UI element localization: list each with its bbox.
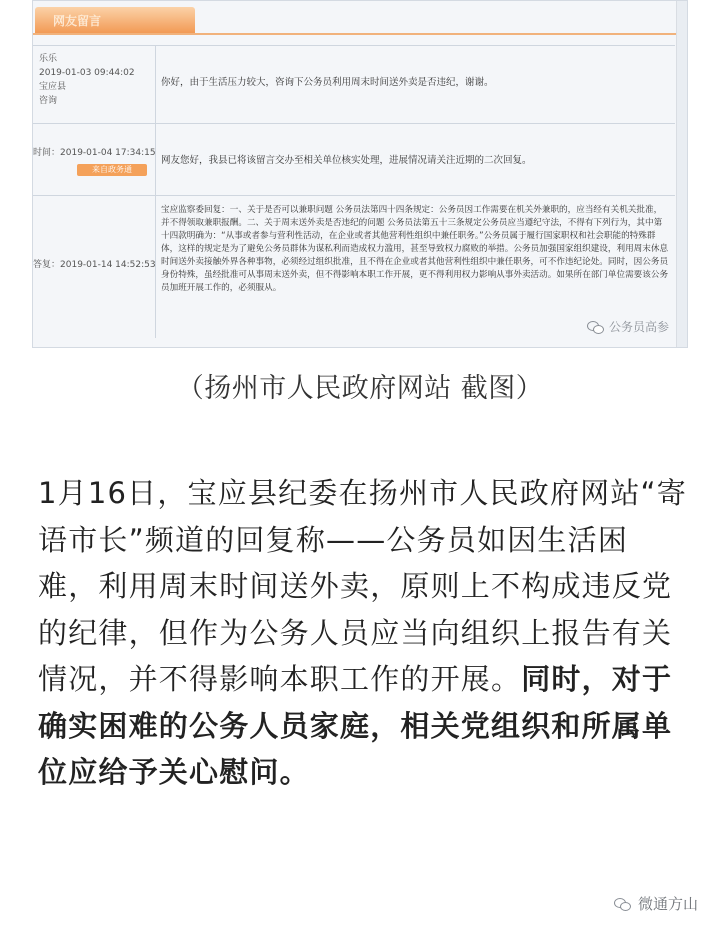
official-reply-content: 宝应监察委回复：一、关于是否可以兼职问题 公务员法第四十四条规定：公务员因工作需要在机关外兼职的，应当经有关机关批准，并不得领取兼职报酬。二、关于周末送外卖是否违纪的问题 公务员法第五十三条规定公务员应当遵纪守法，不得有下列行为，其中第十四款明确为：“从事或者参与营利性活动，在企业或者其他营利性组织中兼任职务。”公务员属于履行国家职权和社会职能的特殊群体，这样的规定是为了避免公务员群体为谋私利而造成权力滥用，甚至导致权力腐败的举措。公务员加强国家组织建设，利用周末休息时间送外卖接触外界各种事物，必须经过组织批准，且不得在企业或者其他营利性组织中兼任职务，可不作违纪论处。同时，因公务员身份特殊，虽经批准可从事周末送外卖，但不得影响本职工作开展，更不得利用权力影响从事外卖活动。如果所在部门单位需要该公务员加班开展工作的，必须服从。 — [161, 205, 669, 293]
screenshot-watermark-text: 公务员高参 — [608, 320, 669, 334]
message-row-official-reply — [33, 195, 675, 338]
article-normal-text: 1月16日，宝应县纪委在扬州市人民政府网站“寄语市长”频道的回复称——公务员如因生活困难，利用周末时间送外卖，原则上不构成违反党的纪律，但作为公务人员应当向组织上报告有关情况，并不得影响本职工作的开展。 — [38, 476, 687, 696]
message-row-question — [33, 45, 675, 124]
footer-watermark — [614, 893, 698, 914]
official-reply-time: 2019-01-14 14:52:53 — [60, 260, 156, 270]
first-reply-content: 网友您好，我县已将该留言交办至相关单位核实处理，进展情况请关注近期的二次回复。 — [161, 155, 532, 166]
source-button[interactable]: 来自政务通 — [77, 164, 147, 176]
reply-time: 2019-01-04 17:34:15 — [60, 148, 156, 158]
article-paragraph — [38, 470, 688, 796]
user-name: 乐乐 — [39, 54, 58, 64]
screenshot-watermark — [587, 318, 669, 335]
question-content: 你好，由于生活压力较大，咨询下公务员利用周末时间送外卖是否违纪，谢谢。 — [161, 77, 494, 88]
reply-label: 答复： — [33, 260, 61, 270]
footer-watermark-text: 微通方山 — [637, 895, 698, 913]
wechat-icon — [587, 320, 605, 334]
county-name: 宝应县 — [39, 82, 67, 92]
message-time: 2019-01-03 09:44:02 — [39, 68, 135, 78]
scrollbar[interactable] — [676, 1, 687, 347]
message-tab-title: 网友留言 — [53, 14, 102, 28]
message-tab — [35, 7, 195, 33]
embedded-screenshot — [32, 0, 688, 348]
image-caption: （扬州市人民政府网站 截图） — [176, 373, 544, 404]
time-label: 时间： — [33, 148, 61, 158]
message-row-first-reply — [33, 123, 675, 196]
article-bold-text: 同时，对于确实困难的公务人员家庭，相关党组织和所属单位应给予关心慰问。 — [38, 662, 673, 789]
message-type: 咨询 — [39, 96, 58, 106]
wechat-icon — [614, 897, 632, 911]
